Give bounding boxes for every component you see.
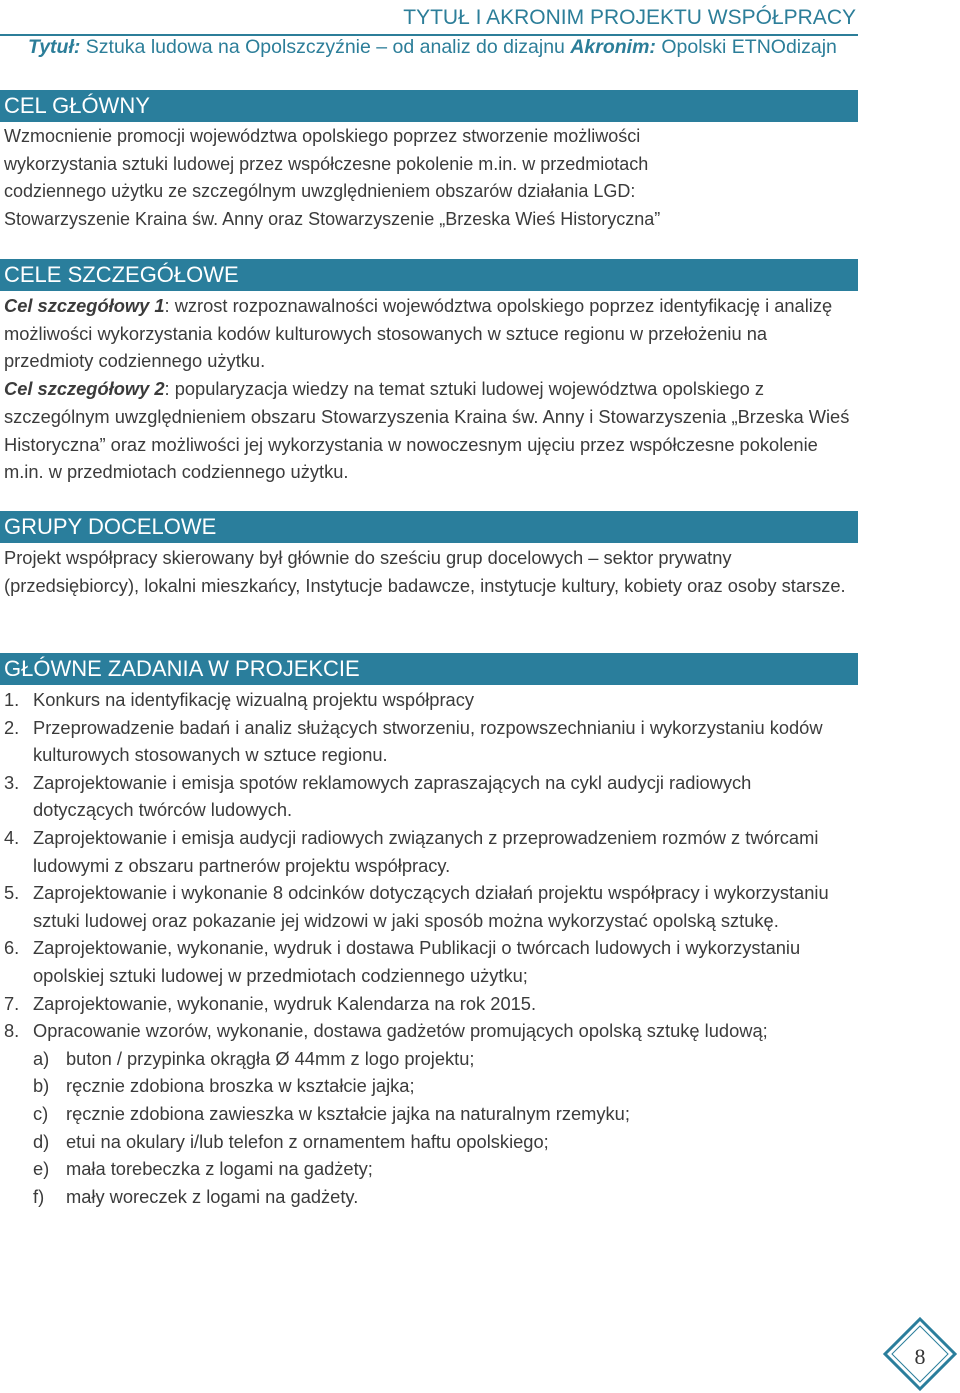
item-text: Zaprojektowanie, wykonanie, wydruk i dostawa Publikacji o twórcach ludowych i wykorzystaniu opolskiej sztuki ludowej w przedmiotach codziennego użytku;	[33, 937, 801, 986]
item-number: 1.	[4, 689, 20, 710]
tasks-heading-bar	[0, 653, 858, 685]
item-text: Opracowanie wzorów, wykonanie, dostawa gadżetów promujących opolską sztukę ludową;	[33, 1020, 768, 1042]
sub-item-letter: c)	[33, 1102, 49, 1124]
sub-item-text: mała torebeczka z logami na gadżety;	[66, 1158, 373, 1180]
main-goal-line: Wzmocnienie promocji województwa opolskiego poprzez stworzenie możliwości	[4, 126, 641, 146]
list-item	[4, 769, 856, 824]
main-goal-heading-bar	[0, 90, 858, 122]
sub-item-text: ręcznie zdobiona zawieszka w kształcie jajka na naturalnym rzemyku;	[66, 1102, 630, 1124]
sub-item-text: ręcznie zdobiona broszka w kształcie jajka;	[66, 1075, 415, 1097]
item-text: Zaprojektowanie i wykonanie 8 odcinków dotyczących działań projektu współpracy i wykorzystaniu sztuki ludowej oraz pokazanie jej widzowi w jaki sposób można wykorzystać opolską sztukę.	[33, 882, 829, 931]
list-item	[4, 824, 856, 879]
title-label: Tytuł:	[28, 36, 81, 58]
item-text: Zaprojektowanie i emisja spotów reklamowych zapraszających na cykl audycji radiowych dotyczących twórców ludowych.	[33, 771, 752, 821]
section-title-bar	[0, 4, 858, 36]
sub-item-letter: a)	[33, 1047, 50, 1069]
goal2-label: Cel szczegółowy 2	[4, 378, 165, 400]
acronym-value: Opolski ETNOdizajn	[661, 36, 837, 58]
goal1-label: Cel szczegółowy 1	[4, 295, 165, 316]
section-title: TYTUŁ I AKRONIM PROJEKTU WSPÓŁPRACY	[403, 6, 856, 29]
sub-list-item	[4, 1128, 856, 1156]
goal2-text: : popularyzacja wiedzy na temat sztuki ludowej województwa opolskiego z szczególnym uwzględnieniem obszaru Stowarzyszenia Kraina św. Anny i Stowarzyszenia „Brzeska Wieś Historyczna” oraz możliwości jej wykorzystania w nowoczesnym ujęciu przez współczesne pokolenie m.in. w przedmiotach codziennego użytku.	[4, 378, 850, 483]
main-goal-line: Stowarzyszenie Kraina św. Anny oraz Stowarzyszenie „Brzeska Wieś Historyczna”	[4, 209, 661, 230]
tasks-list	[4, 686, 856, 1210]
sub-item-letter: e)	[33, 1158, 50, 1180]
item-text: Konkurs na identyfikację wizualną projektu współpracy	[33, 689, 475, 710]
list-item	[4, 879, 856, 934]
target-groups-text: Projekt współpracy skierowany był głównie do sześciu grup docelowych – sektor prywatny (przedsiębiorcy), lokalni mieszkańcy, Instytucje badawcze, instytucje kultury, kobiety oraz osoby starsze.	[4, 547, 846, 596]
specific-goals-heading-bar	[0, 259, 858, 291]
item-number: 5.	[4, 882, 20, 904]
title-value: Sztuka ludowa na Opolszczyźnie – od analiz do dizajnu	[85, 36, 565, 58]
list-item	[4, 934, 856, 989]
list-item	[4, 1017, 856, 1045]
specific-goal-2	[4, 375, 856, 486]
main-goal-line: codziennego użytku ze szczególnym uwzględnieniem obszarów działania LGD:	[4, 181, 636, 202]
goal1-text: : wzrost rozpoznawalności województwa opolskiego poprzez identyfikację i analizę możliwości wykorzystania kodów kulturowych stosowanych w sztuce regionu w przełożeniu na przedmioty codziennego użytku.	[4, 295, 833, 372]
sub-item-text: buton / przypinka okrągła Ø 44mm z logo projektu;	[66, 1047, 475, 1069]
sub-list-item	[4, 1100, 856, 1128]
list-item	[4, 686, 856, 714]
target-groups-heading-bar	[0, 511, 858, 543]
sub-item-letter: d)	[33, 1130, 50, 1152]
main-goal-line: wykorzystania sztuki ludowej przez współczesne pokolenie m.in. w przedmiotach	[4, 153, 649, 174]
project-title-line	[28, 36, 837, 59]
target-groups-heading: GRUPY DOCELOWE	[4, 514, 217, 539]
sub-item-letter: f)	[33, 1185, 45, 1207]
acronym-label: Akronim:	[570, 36, 656, 58]
specific-goals-text	[4, 292, 856, 486]
list-item	[4, 714, 856, 769]
specific-goal-1	[4, 292, 856, 375]
sub-item-text: mały woreczek z logami na gadżety.	[66, 1185, 359, 1207]
item-number: 2.	[4, 716, 20, 738]
sub-item-text: etui na okulary i/lub telefon z ornamentem haftu opolskiego;	[66, 1130, 549, 1152]
item-number: 6.	[4, 937, 20, 959]
item-number: 7.	[4, 992, 20, 1014]
main-goal-text	[4, 123, 856, 234]
page-number-badge	[882, 1316, 958, 1392]
specific-goals-heading: CELE SZCZEGÓŁOWE	[4, 262, 239, 287]
item-number: 3.	[4, 771, 20, 793]
sub-item-letter: b)	[33, 1075, 50, 1097]
item-text: Zaprojektowanie i emisja audycji radiowych związanych z przeprowadzeniem rozmów z twórcami ludowymi z obszaru partnerów projektu współpracy.	[33, 826, 819, 876]
item-text: Zaprojektowanie, wykonanie, wydruk Kalendarza na rok 2015.	[33, 992, 537, 1014]
tasks-heading: GŁÓWNE ZADANIA W PROJEKCIE	[4, 656, 360, 681]
main-goal-heading: CEL GŁÓWNY	[4, 93, 150, 118]
item-number: 4.	[4, 826, 20, 848]
sub-list-item	[4, 1155, 856, 1183]
page-number: 8	[914, 1344, 926, 1369]
item-number: 8.	[4, 1020, 20, 1042]
sub-list-item	[4, 1183, 856, 1211]
sub-list-item	[4, 1072, 856, 1100]
sub-list-item	[4, 1045, 856, 1073]
list-item	[4, 990, 856, 1018]
item-text: Przeprowadzenie badań i analiz służących stworzeniu, rozpowszechnianiu i wykorzystaniu kodów kulturowych stosowanych w sztuce regionu.	[33, 716, 823, 766]
